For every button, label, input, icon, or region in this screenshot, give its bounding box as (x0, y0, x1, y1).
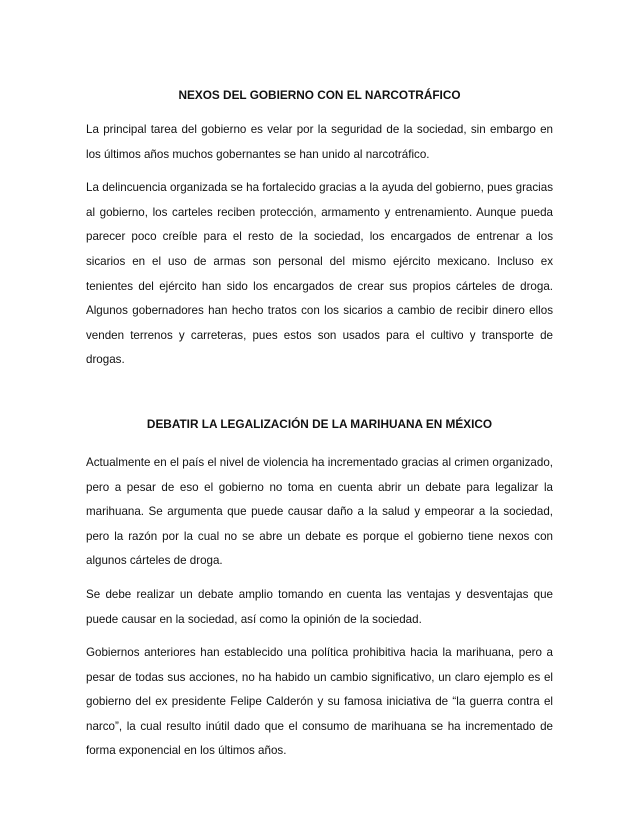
section-legalizacion (86, 416, 553, 764)
section-2-title: DEBATIR LA LEGALIZACIÓN DE LA MARIHUANA EN MÉXICO (146, 416, 493, 431)
document-page (86, 80, 553, 773)
section-1-title: NEXOS DEL GOBIERNO CON EL NARCOTRÁFICO (178, 88, 461, 102)
section-1-paragraph-2: La delincuencia organizada se ha fortalecido gracias a la ayuda del gobierno, pues gracias al gobierno, los carteles reciben protección, armamento y entrenamiento. Aunque pueda parecer poco creíble para el resto de la sociedad, los encargados de entrenar a los sicarios en el uso de armas son personal del mismo ejército mexicano. Incluso ex tenientes del ejército han sido los encargados de crear sus propios cárteles de droga. Algunos gobernadores han hecho tratos con los sicarios a cambio de recibir dinero ellos venden terrenos y carreteras, pues estos son usados para el cultivo y transporte de drogas. (86, 181, 553, 367)
section-nexos (86, 87, 553, 373)
section-2-paragraph-1: Actualmente en el país el nivel de violencia ha incrementado gracias al crimen organizado, pero a pesar de eso el gobierno no toma en cuenta abrir un debate para legalizar la marihuana. Se argumenta que puede causar daño a la salud y empeorar a la sociedad, pero la razón por la cual no se abre un debate es porque el gobierno tiene nexos con algunos cárteles de droga. (86, 455, 553, 568)
section-2-paragraph-2: Se debe realizar un debate amplio tomando en cuenta las ventajas y desventajas que puede causar en la sociedad, así como la opinión de la sociedad. (86, 587, 553, 626)
section-1-paragraph-1: La principal tarea del gobierno es velar por la seguridad de la sociedad, sin embargo en los últimos años muchos gobernantes se han unido al narcotráfico. (86, 123, 553, 161)
section-2-paragraph-3: Gobiernos anteriores han establecido una política prohibitiva hacia la marihuana, pero a pesar de todas sus acciones, no ha habido un cambio significativo, un claro ejemplo es el gobierno del ex presidente Felipe Calderón y su famosa iniciativa de “la guerra contra el narco”, la cual resulto inútil dado que el consumo de marihuana se ha incrementado de forma exponencial en los últimos años. (86, 646, 553, 758)
